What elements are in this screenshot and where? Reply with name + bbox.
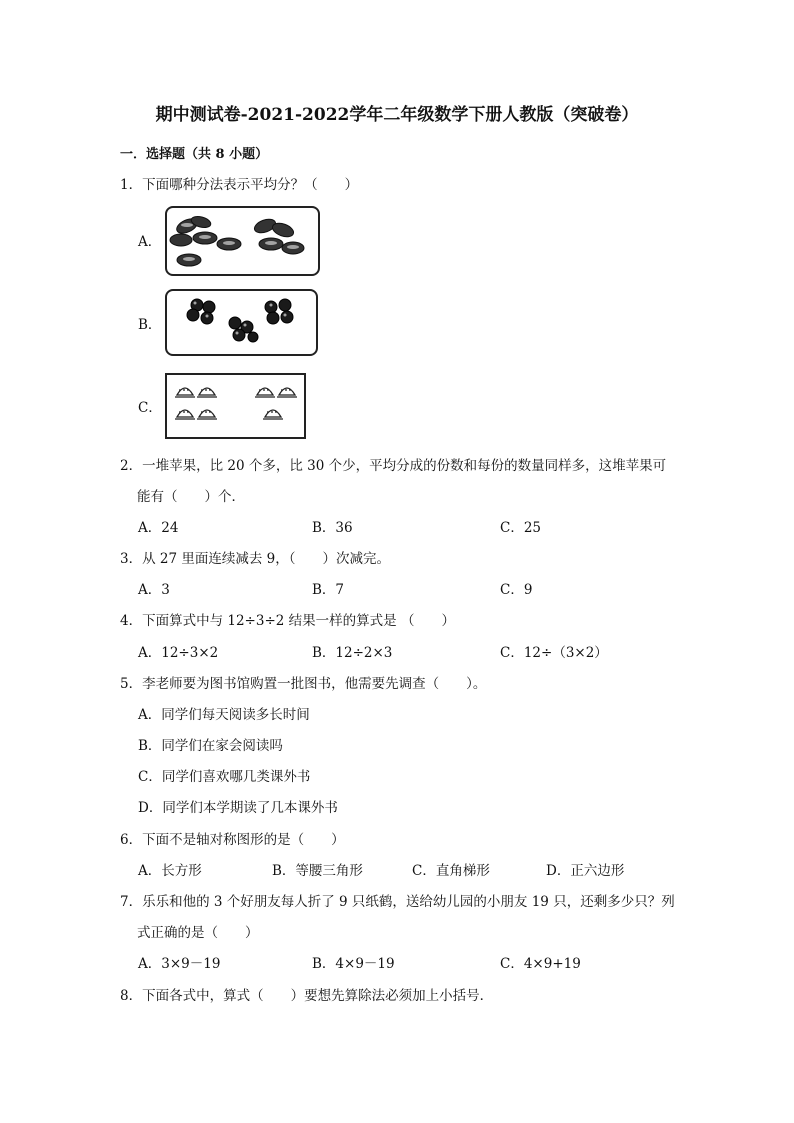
question-3-option-a: A．3: [138, 582, 170, 598]
page-title: 期中测试卷-2021-2022学年二年级数学下册人教版（突破卷）: [155, 105, 639, 125]
question-1-stem: 1．下面哪种分法表示平均分？（ ）: [120, 177, 359, 193]
question-5-stem: 5．李老师要为图书馆购置一批图书，他需要先调查（ ）。: [120, 676, 487, 692]
question-5-option-c: C．同学们喜欢哪几类课外书: [138, 769, 311, 785]
question-4-option-b: B．12÷2×3: [312, 645, 393, 661]
question-3-option-c: C．9: [500, 582, 533, 598]
question-2-option-c: C．25: [500, 520, 542, 536]
question-3-stem: 3．从 27 里面连续减去 9，（ ）次减完。: [120, 551, 390, 567]
question-5-option-d: D．同学们本学期读了几本课外书: [138, 800, 338, 816]
question-1-option-a-label: A．: [138, 234, 162, 250]
question-2-option-a: A．24: [138, 520, 179, 536]
question-3-option-b: B．7: [312, 582, 345, 598]
question-7-stem-line-1: 7．乐乐和他的 3 个好朋友每人折了 9 只纸鹤，送给幼儿园的小朋友 19 只，还剩多少只？列: [120, 894, 675, 910]
question-6-stem: 6．下面不是轴对称图形的是（ ）: [120, 832, 345, 848]
question-6-option-b: B．等腰三角形: [272, 863, 363, 879]
question-2-option-b: B．36: [312, 520, 353, 536]
question-4-option-c: C．12÷（3×2）: [500, 645, 608, 661]
question-7-stem-line-2: 式正确的是（ ）: [137, 925, 259, 941]
question-7-option-a: A．3×9－19: [138, 956, 221, 972]
section-heading: 一．选择题（共 8 小题）: [120, 147, 269, 162]
question-2-stem-line-1: 2．一堆苹果，比 20 个多，比 30 个少，平均分成的份数和每份的数量同样多，这堆苹果可: [120, 458, 667, 474]
bun-groups-icon: [165, 373, 306, 439]
question-1-option-b-label: B．: [138, 317, 162, 333]
question-6-option-a: A．长方形: [138, 863, 202, 879]
question-4-option-a: A．12÷3×2: [138, 645, 219, 661]
question-8-stem: 8．下面各式中，算式（ ）要想先算除法必须加上小括号．: [120, 988, 494, 1004]
question-2-stem-line-2: 能有（ ）个．: [137, 489, 245, 505]
question-4-stem: 4．下面算式中与 12÷3÷2 结果一样的算式是 （ ）: [120, 613, 455, 629]
question-7-option-c: C．4×9+19: [500, 956, 581, 972]
question-5-option-b: B．同学们在家会阅读吗: [138, 738, 283, 754]
question-6-option-c: C．直角梯形: [412, 863, 490, 879]
question-5-option-a: A．同学们每天阅读多长时间: [138, 707, 310, 723]
berry-groups-icon: [165, 289, 318, 356]
eggplant-groups-icon: [165, 206, 320, 276]
question-6-option-d: D．正六边形: [546, 863, 625, 879]
question-7-option-b: B．4×9－19: [312, 956, 395, 972]
question-1-option-c-label: C．: [138, 400, 162, 416]
